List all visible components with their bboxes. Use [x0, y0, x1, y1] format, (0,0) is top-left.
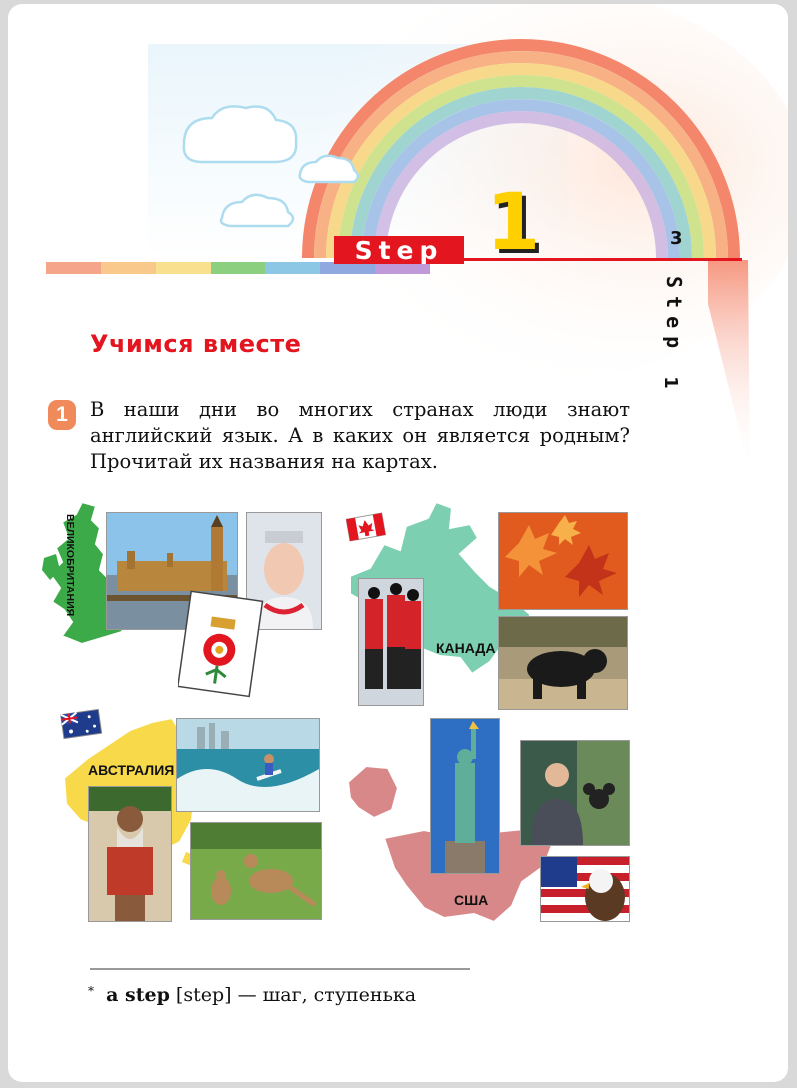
canada-flag-icon: [346, 512, 386, 544]
step-tab: [334, 236, 464, 264]
step-label: Step: [354, 235, 444, 265]
page-number: 3: [670, 228, 683, 249]
step-number: 1: [486, 178, 541, 268]
section-heading: Учимся вместе: [90, 330, 302, 358]
hockey-players-photo: [358, 578, 424, 706]
surfer-photo: [176, 718, 320, 812]
flag-and-eagle-photo: [540, 856, 630, 922]
kangaroo-photo: [190, 822, 322, 920]
footnote-transcription: [step]: [175, 984, 232, 1006]
statue-of-liberty-photo: [430, 718, 500, 874]
footnote: [88, 984, 416, 1006]
side-step-number: 1: [659, 376, 681, 389]
usa-label: США: [454, 892, 489, 908]
side-step-label: Step: [662, 276, 686, 357]
footnote-marker: *: [88, 984, 94, 998]
australia-label: АВСТРАЛИЯ: [88, 762, 175, 778]
maple-leaves-photo: [498, 512, 628, 610]
canada-label: КАНАДА: [436, 640, 496, 656]
footnote-divider: [90, 968, 470, 970]
textbook-page: [8, 4, 788, 1082]
footnote-word: a step: [106, 984, 170, 1006]
aboriginal-man-photo: [88, 786, 172, 922]
rose-emblem-card: [178, 590, 264, 700]
black-bear-photo: [498, 616, 628, 710]
footnote-translation: шаг, ступенька: [262, 984, 417, 1006]
footnote-dash: —: [237, 984, 257, 1006]
walt-disney-photo: [520, 740, 630, 846]
exercise-text: В наши дни во многих странах люди знают английский язык. А в каких он является родным? Прочитай их названия на картах.: [90, 398, 630, 473]
exercise-number-badge: 1: [48, 400, 76, 430]
uk-label: ВЕЛИКОБРИТАНИЯ: [64, 514, 76, 617]
